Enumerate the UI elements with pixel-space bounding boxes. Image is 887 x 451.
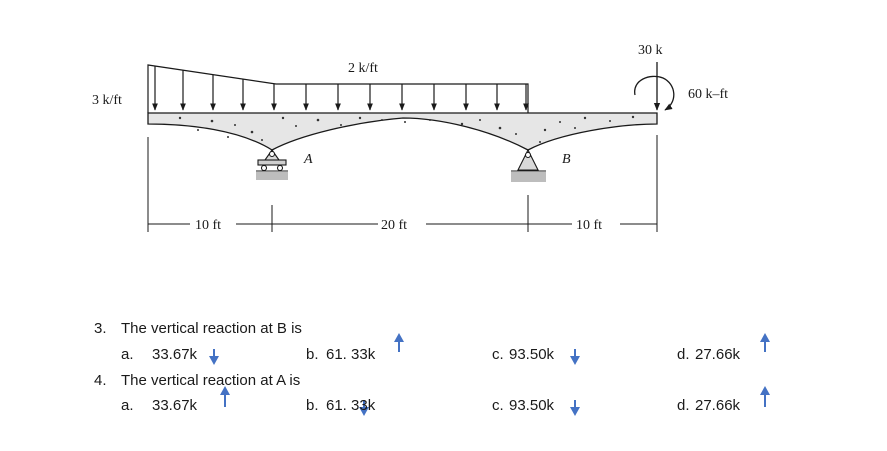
q3-option-c-value[interactable]: 93.50k [509, 346, 555, 363]
q4-option-b-value[interactable]: 61. 33k [326, 397, 376, 414]
q4-text: The vertical reaction at A is [121, 372, 301, 389]
q4-option-c-value[interactable]: 93.50k [509, 397, 555, 414]
q4-c-arrow-down-icon [570, 400, 580, 416]
q3-option-c-letter: c. [492, 346, 504, 363]
q4-option-c-letter: c. [492, 397, 504, 414]
q4-a-arrow-up-icon [220, 386, 230, 407]
q3-option-b-letter: b. [306, 346, 319, 363]
moment-label: 60 k–ft [688, 87, 729, 102]
support-b-label: B [562, 152, 571, 167]
q4-option-a-value[interactable]: 33.67k [152, 397, 198, 414]
moment-arrow [635, 76, 674, 110]
q4-number: 4. [94, 372, 107, 389]
beam [148, 113, 657, 150]
q3-option-d-value[interactable]: 27.66k [695, 346, 741, 363]
q4-option-b-letter: b. [306, 397, 319, 414]
q3-a-arrow-down-icon [209, 349, 219, 365]
load-left-label: 3 k/ft [92, 93, 122, 108]
point-load-label: 30 k [638, 43, 663, 58]
distributed-load-arrows [155, 66, 526, 110]
dim-left-label: 10 ft [195, 218, 222, 233]
dim-middle-label: 20 ft [381, 218, 408, 233]
q3-d-arrow-up-icon [760, 333, 770, 352]
q3-number: 3. [94, 320, 107, 337]
support-a-label: A [304, 152, 313, 167]
q3-text: The vertical reaction at B is [121, 320, 302, 337]
q3-c-arrow-down-icon [570, 349, 580, 365]
q4-d-arrow-up-icon [760, 386, 770, 407]
q3-option-a-letter: a. [121, 346, 134, 363]
q3-option-a-value[interactable]: 33.67k [152, 346, 198, 363]
q4-option-d-value[interactable]: 27.66k [695, 397, 741, 414]
dim-right-label: 10 ft [576, 218, 603, 233]
q4-option-d-letter: d. [677, 397, 690, 414]
support-a-roller [256, 150, 288, 180]
q3-b-arrow-up-icon [394, 333, 404, 352]
q3-option-b-value[interactable]: 61. 33k [326, 346, 376, 363]
q4-option-a-letter: a. [121, 397, 134, 414]
q3-option-d-letter: d. [677, 346, 690, 363]
support-b-pin [511, 150, 546, 182]
load-right-label: 2 k/ft [348, 61, 378, 76]
